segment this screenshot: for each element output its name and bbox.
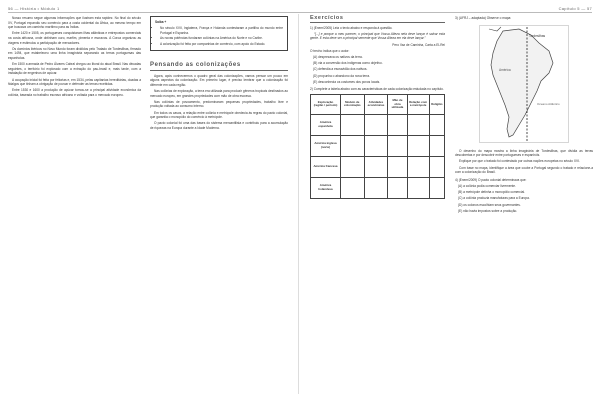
table-cell[interactable] bbox=[429, 114, 444, 135]
colonization-table bbox=[310, 94, 445, 199]
body-paragraph: A ocupação inicial foi feita por feitorias e, em 1534, pelas capitanias hereditárias, doadas a fidalgos que tinham a obrigação de povoar e defender as terras recebidas. bbox=[8, 77, 141, 87]
table-header: Mão de obra utilizada bbox=[388, 94, 407, 114]
right-page-header: Capítulo 5 — 57 bbox=[558, 6, 592, 11]
infobox-item: • A colonização foi feita por companhias de comércio, com apoio do Estado. bbox=[160, 42, 283, 47]
table-cell[interactable] bbox=[407, 156, 429, 177]
map-figure bbox=[479, 25, 569, 143]
answer-option: (D) propunha o abandono da nova terra. bbox=[313, 73, 371, 78]
ocean-label: Oceano Atlântico bbox=[537, 101, 560, 106]
table-cell[interactable] bbox=[407, 114, 429, 135]
body-paragraph: Entre 1530 e 1600 a produção de açúcar tornou-se a principal atividade econômica da colônia, baseada no trabalho escravo africano e voltada para o mercado europeu. bbox=[8, 88, 141, 97]
answer-option: (C) a colônia produzia manufaturas para a Europa. bbox=[458, 196, 530, 201]
table-cell[interactable] bbox=[341, 135, 365, 156]
table-row bbox=[311, 177, 445, 198]
table-row-header: América francesa bbox=[311, 156, 341, 177]
table-row-header: América inglesa (norte) bbox=[311, 135, 341, 156]
answer-option: (D) os colonos escolhiam seus governantes. bbox=[458, 202, 521, 207]
table-header: Relação com a metrópole bbox=[407, 94, 429, 114]
section-title: Pensando as colonizações bbox=[150, 62, 241, 69]
table-row-header: América holandesa bbox=[311, 177, 341, 198]
table-cell[interactable] bbox=[388, 177, 407, 198]
line-label: Tordesilhas bbox=[529, 33, 546, 38]
table-row bbox=[311, 156, 445, 177]
body-paragraph: Agora, após conhecermos o quadro geral das colonizações, vamos pensar um pouco em alguns aspectos da colonização. Em primeiro lugar, é preciso lembrar que a colonização foi diferente em cada região. bbox=[150, 73, 288, 87]
table-cell[interactable] bbox=[429, 135, 444, 156]
answer-option: (E) desconhecia os costumes dos povos locais. bbox=[313, 79, 381, 84]
table-header: Modelo de colonização bbox=[341, 94, 365, 114]
table-cell[interactable] bbox=[407, 135, 429, 156]
right-page-column-1 bbox=[310, 16, 445, 391]
left-page-header: 56 — História • Módulo 1 bbox=[8, 6, 60, 11]
table-header: Exploração (região / período) bbox=[311, 94, 341, 114]
body-paragraph: Entre 1420 e 1505, os portugueses conquistaram ilhas atlânticas e entrepostos comerciais na costa africana, onde obtinham ouro, marfim, pimenta e escravos. A Coroa organizou as viagens e estimulou a participação de mercadores. bbox=[8, 31, 141, 45]
table-header-row bbox=[311, 94, 445, 114]
table-cell[interactable] bbox=[429, 177, 444, 198]
body-paragraph: Nosso resumo segue algumas informações que ilustram esta rapidez. No final do século XV, Portugal expandiu seu comércio para a costa ocidental da África, ao mesmo tempo em que buscava um caminho marítimo para as Índias. bbox=[8, 16, 141, 30]
question-1-intro: 1) (Enem/2005) Leia o texto abaixo e responda à questão. bbox=[310, 25, 393, 30]
body-paragraph: Explique por que o tratado foi contestado por outras nações europeias no século XVI. bbox=[459, 159, 580, 164]
answer-option: (C) defendia a escravidão dos nativos. bbox=[313, 67, 368, 72]
left-page-column-1 bbox=[8, 16, 141, 391]
table-cell[interactable] bbox=[388, 135, 407, 156]
saiba-mais-box bbox=[150, 16, 288, 51]
table-cell[interactable] bbox=[341, 177, 365, 198]
table-row bbox=[311, 135, 445, 156]
table-cell[interactable] bbox=[407, 177, 429, 198]
question-4-intro: 4) (Enem/2009) O pacto colonial determinava que: bbox=[455, 177, 527, 182]
table-header: Religião bbox=[429, 94, 444, 114]
table-row bbox=[311, 114, 445, 135]
land-label: América bbox=[499, 67, 511, 72]
answer-option: (B) a metrópole detinha o monopólio comercial. bbox=[458, 190, 525, 195]
table-cell[interactable] bbox=[364, 114, 388, 135]
body-paragraph: Em 1500 a armada de Pedro Álvares Cabral chegou ao litoral do atual Brasil. Nas décadas seguintes, o território foi explorado com a extração do pau-brasil e, mais tarde, com a instalação de engenhos de açúcar. bbox=[8, 62, 141, 76]
table-cell[interactable] bbox=[341, 156, 365, 177]
table-cell[interactable] bbox=[341, 114, 365, 135]
question-2-intro: 2) Complete a tabela abaixo com as características de cada colonização estudada no capítulo. bbox=[310, 87, 444, 92]
table-cell[interactable] bbox=[388, 156, 407, 177]
table-cell[interactable] bbox=[364, 177, 388, 198]
body-paragraph: Com base no mapa, identifique a área que coube a Portugal segundo o tratado e relacione-a com a colonização do Brasil. bbox=[455, 165, 593, 175]
section-rule bbox=[310, 22, 445, 23]
body-paragraph: Nas colônias de povoamento, predominaram pequenas propriedades, trabalho livre e produção voltada ao consumo interno. bbox=[150, 99, 288, 109]
infobox-item: • No século XVII, Inglaterra, França e Holanda contestaram a partilha do mundo entre Portugal e Espanha. bbox=[160, 26, 283, 35]
question-1-prompt: O trecho indica que o autor: bbox=[310, 48, 350, 53]
table-cell[interactable] bbox=[364, 135, 388, 156]
infobox-title: Saiba + bbox=[155, 20, 167, 24]
body-paragraph: Nas colônias de exploração, a terra era utilizada para produzir gêneros tropicais destinados ao mercado europeu, em grandes propriedades com mão de obra escrava. bbox=[150, 88, 288, 98]
body-paragraph: O desenho do mapa mostra a linha imaginária de Tordesilhas, que dividia as terras descobertas e por descobrir entre portugueses e espanhóis. bbox=[455, 148, 593, 158]
tordesilhas-map bbox=[479, 25, 569, 143]
answer-option: (B) via a conversão dos indígenas como objetivo. bbox=[313, 61, 383, 66]
answer-option: (E) não havia impostos sobre a produção. bbox=[458, 208, 518, 213]
right-page-column-2 bbox=[455, 16, 593, 391]
table-row-header: América espanhola bbox=[311, 114, 341, 135]
body-paragraph: Em todos os casos, a relação entre colônia e metrópole obedecia às regras do pacto colonial, que garantia o monopólio do comércio à metrópole. bbox=[150, 110, 288, 120]
question-1-quote: “[...] e porque a meu parecer, o principal que Vossa Alteza nela deve lançar é salvar esta gente. E esta deve ser a principal semente que Vossa Alteza em ela deve lançar.” bbox=[310, 31, 445, 41]
body-paragraph: O pacto colonial foi uma das bases do sistema mercantilista e contribuiu para a acumulação de riquezas na Europa durante a Idade Moderna. bbox=[150, 121, 288, 130]
table-cell[interactable] bbox=[388, 114, 407, 135]
answer-option: (A) desprezava os nativos da terra. bbox=[313, 54, 363, 59]
body-paragraph: Os domínios ibéricos no Novo Mundo foram divididos pelo Tratado de Tordesilhas, firmado em 1494, que estabeleceu uma linha imaginária separando as terras portuguesas das espanholas. bbox=[8, 46, 141, 60]
infobox-list bbox=[155, 26, 283, 46]
table-cell[interactable] bbox=[364, 156, 388, 177]
question-3-title: 3) (UFRJ – adaptada) Observe o mapa: bbox=[455, 16, 512, 20]
header-rule bbox=[8, 12, 592, 13]
exercises-title: Exercícios bbox=[310, 15, 344, 21]
question-1-source: Pero Vaz de Caminha, Carta a El-Rei bbox=[392, 42, 445, 47]
table-header: Atividades econômicas bbox=[364, 94, 388, 114]
page-gutter bbox=[298, 14, 299, 394]
section-rule bbox=[150, 70, 288, 71]
left-page-column-2 bbox=[150, 16, 288, 391]
answer-option: (A) a colônia podia comerciar livremente. bbox=[458, 183, 516, 188]
infobox-item: • As novas potências fundaram colônias na América do Norte e no Caribe. bbox=[160, 36, 283, 41]
table-cell[interactable] bbox=[429, 156, 444, 177]
